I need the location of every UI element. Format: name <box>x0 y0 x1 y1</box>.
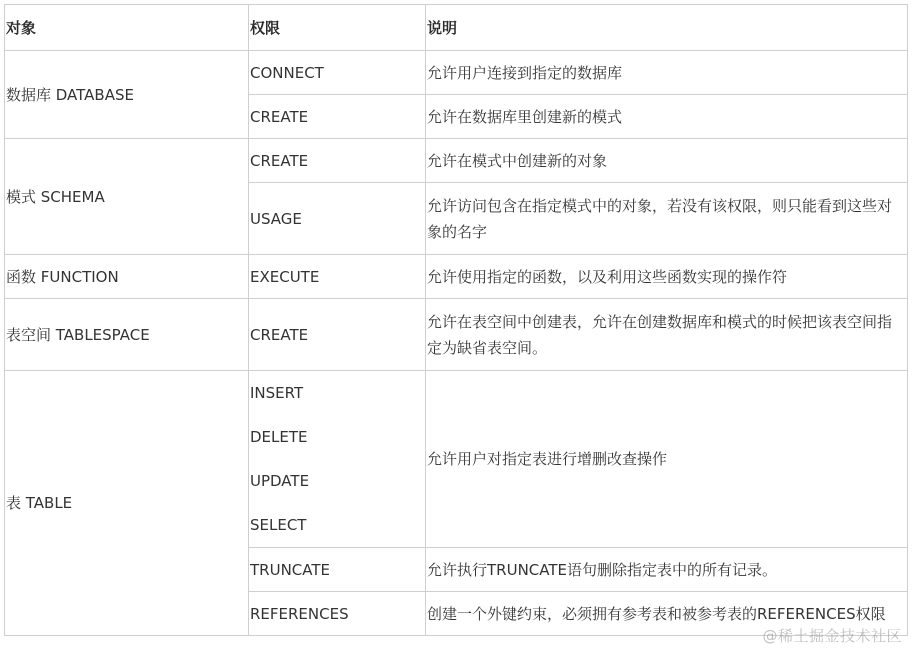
privilege-tablespace-create: CREATE <box>249 299 426 371</box>
description-usage: 允许访问包含在指定模式中的对象，若没有该权限，则只能看到这些对象的名字 <box>426 183 908 255</box>
privilege-delete: DELETE <box>250 428 308 446</box>
table-row <box>5 299 908 371</box>
description-database-create: 允许在数据库里创建新的模式 <box>426 95 908 139</box>
privilege-references: REFERENCES <box>249 592 426 636</box>
watermark: @稀土掘金技术社区 <box>762 627 902 645</box>
privilege-connect: CONNECT <box>249 51 426 95</box>
table-row <box>5 51 908 95</box>
object-function: 函数 FUNCTION <box>5 255 249 299</box>
header-row <box>5 5 908 51</box>
privilege-database-create: CREATE <box>249 95 426 139</box>
privileges-table <box>4 4 908 636</box>
table-row <box>5 371 908 548</box>
description-tablespace-create: 允许在表空间中创建表，允许在创建数据库和模式的时候把该表空间指定为缺省表空间。 <box>426 299 908 371</box>
privilege-truncate: TRUNCATE <box>249 548 426 592</box>
object-table: 表 TABLE <box>5 371 249 636</box>
description-connect: 允许用户连接到指定的数据库 <box>426 51 908 95</box>
description-crud: 允许用户对指定表进行增删改查操作 <box>426 371 908 548</box>
description-references: 创建一个外键约束，必须拥有参考表和被参考表的REFERENCES权限 <box>426 592 908 636</box>
header-object: 对象 <box>5 5 249 51</box>
privilege-update: UPDATE <box>250 472 310 490</box>
description-truncate: 允许执行TRUNCATE语句删除指定表中的所有记录。 <box>426 548 908 592</box>
object-database: 数据库 DATABASE <box>5 51 249 139</box>
privilege-execute: EXECUTE <box>249 255 426 299</box>
description-schema-create: 允许在模式中创建新的对象 <box>426 139 908 183</box>
privilege-crud-list <box>249 371 426 548</box>
table-row <box>5 139 908 183</box>
privilege-schema-create: CREATE <box>249 139 426 183</box>
header-privilege: 权限 <box>249 5 426 51</box>
object-tablespace: 表空间 TABLESPACE <box>5 299 249 371</box>
privilege-select: SELECT <box>250 516 307 534</box>
privilege-usage: USAGE <box>249 183 426 255</box>
table-row <box>5 255 908 299</box>
privilege-insert: INSERT <box>250 384 304 402</box>
description-execute: 允许使用指定的函数，以及利用这些函数实现的操作符 <box>426 255 908 299</box>
header-description: 说明 <box>426 5 908 51</box>
object-schema: 模式 SCHEMA <box>5 139 249 255</box>
